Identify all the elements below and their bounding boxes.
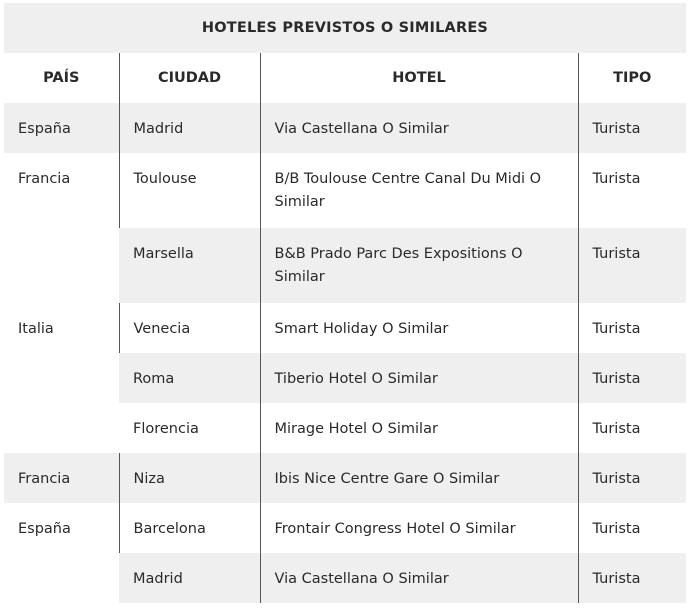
cell-ciudad: Florencia xyxy=(133,421,199,437)
cell-hotel: Via Castellana O Similar xyxy=(260,103,578,153)
cell-pais: Italia xyxy=(18,321,54,337)
hotels-table-container xyxy=(4,0,686,603)
table-row xyxy=(4,153,686,228)
cell-tipo: Turista xyxy=(578,353,686,403)
cell-tipo: Turista xyxy=(578,453,686,503)
cell-ciudad: Toulouse xyxy=(119,153,260,228)
cell-hotel: Via Castellana O Similar xyxy=(260,553,578,603)
cell-tipo: Turista xyxy=(578,503,686,553)
cell-pais: Francia xyxy=(18,171,71,187)
cell-tipo: Turista xyxy=(578,103,686,153)
table-row xyxy=(4,503,686,553)
cell-pais xyxy=(4,553,119,603)
table-row xyxy=(4,403,686,453)
header-ciudad: CIUDAD xyxy=(119,53,260,103)
cell-hotel: Mirage Hotel O Similar xyxy=(260,403,578,453)
cell-tipo: Turista xyxy=(578,303,686,353)
cell-pais: Francia xyxy=(4,453,119,503)
cell-pais: España xyxy=(18,521,71,537)
cell-ciudad: Barcelona xyxy=(119,503,260,553)
cell-pais xyxy=(4,353,119,403)
header-pais: PAÍS xyxy=(4,53,119,103)
cell-ciudad: Madrid xyxy=(119,553,260,603)
cell-pais xyxy=(4,403,119,453)
cell-hotel: Smart Holiday O Similar xyxy=(260,303,578,353)
table-row xyxy=(4,553,686,603)
cell-ciudad: Madrid xyxy=(119,103,260,153)
table-row xyxy=(4,103,686,153)
table-row xyxy=(4,353,686,403)
cell-tipo: Turista xyxy=(578,403,686,453)
cell-hotel: Tiberio Hotel O Similar xyxy=(260,353,578,403)
cell-ciudad: Marsella xyxy=(119,228,260,303)
cell-pais: España xyxy=(4,103,119,153)
cell-pais xyxy=(4,228,119,303)
cell-hotel: Ibis Nice Centre Gare O Similar xyxy=(260,453,578,503)
header-row xyxy=(4,53,686,103)
cell-tipo: Turista xyxy=(578,153,686,228)
cell-ciudad: Roma xyxy=(119,353,260,403)
hotels-table xyxy=(4,53,686,603)
cell-ciudad: Venecia xyxy=(119,303,260,353)
table-row xyxy=(4,453,686,503)
header-hotel: HOTEL xyxy=(260,53,578,103)
table-row xyxy=(4,228,686,303)
cell-hotel: B/B Toulouse Centre Canal Du Midi O Similar xyxy=(260,153,578,228)
cell-hotel: Frontair Congress Hotel O Similar xyxy=(260,503,578,553)
cell-tipo: Turista xyxy=(578,553,686,603)
header-tipo: TIPO xyxy=(578,53,686,103)
table-row xyxy=(4,303,686,353)
cell-ciudad: Niza xyxy=(119,453,260,503)
cell-tipo: Turista xyxy=(578,228,686,303)
cell-hotel: B&B Prado Parc Des Expositions O Similar xyxy=(260,228,578,303)
table-title: HOTELES PREVISTOS O SIMILARES xyxy=(4,3,686,53)
